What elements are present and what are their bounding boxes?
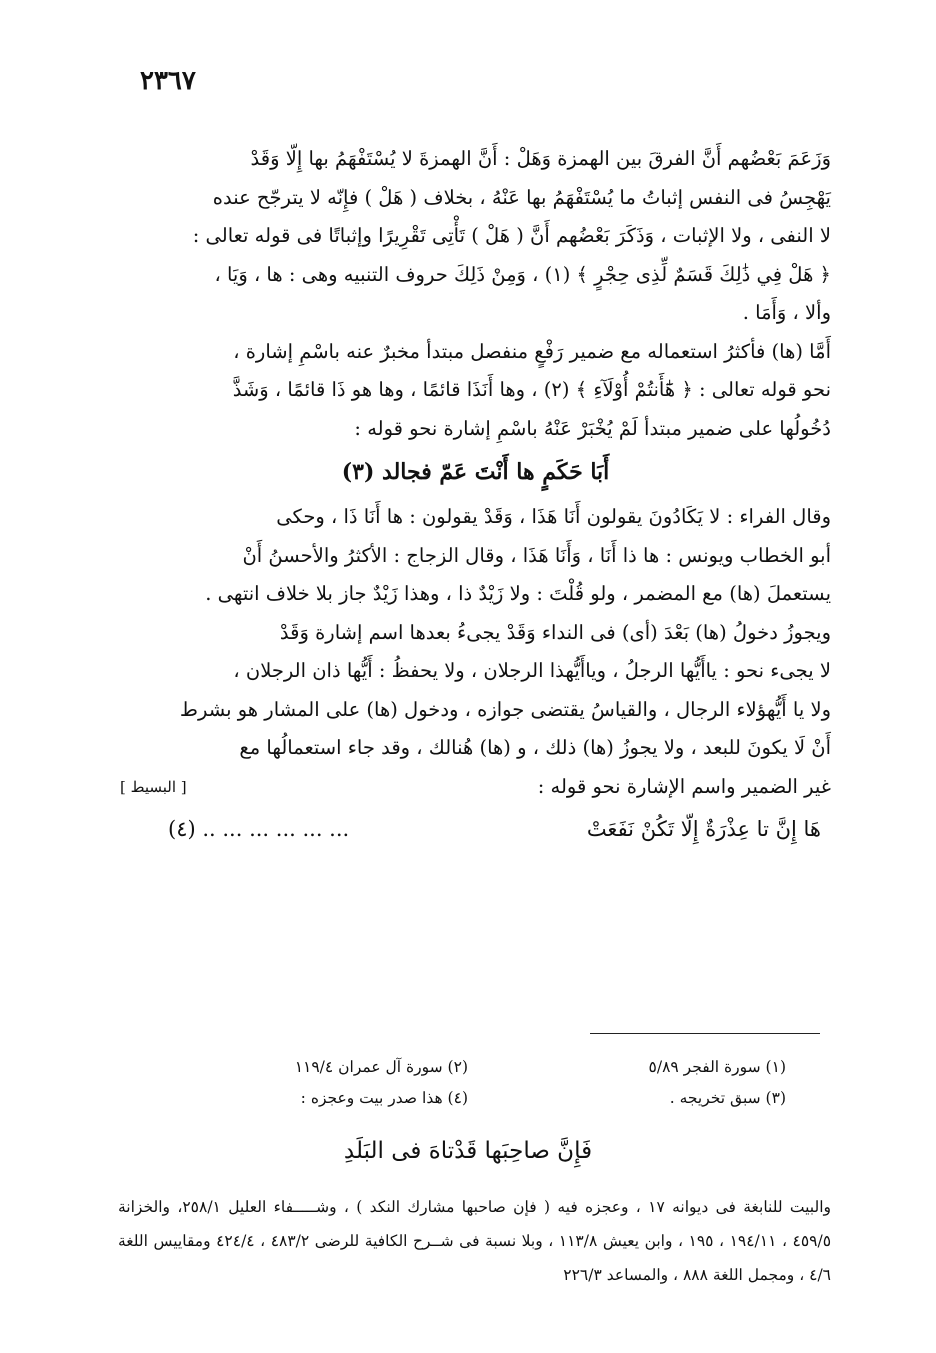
page-number: ٢٣٦٧ (140, 66, 196, 96)
text-line: يَهْجِسُ فى النفس إثباتُ ما يُسْتَفْهَمُ بها عَنْهُ ، بخلاف ( هَلْ ) فإِنّه لا يترجّح عنده (212, 185, 831, 209)
text-line: أَمَّا (ها) فأكثرُ استعماله مع ضمير رَفْعٍ منفصل مبتدأ مخبرٌ عنه باسْمِ إشارة ، (233, 339, 831, 363)
poem-hemistich-first: هَا إِنَّ تا عِذْرَةٌ إِلّا تَكُنْ نَفَعَتْ (586, 817, 821, 841)
footnote-4: (٤) هذا صدر بيت وعجزه : (300, 1089, 468, 1107)
text-line: وَزَعَمَ بَعْضُهم أَنَّ الفرقَ بين الهمزة وَهَلْ : أَنَّ الهمزةَ لا يُسْتَفْهَمُ بها إِلّا وَقَدْ (250, 147, 831, 170)
text-line: دُخُولُها على ضمير مبتدأ لَمْ يُخْبَرْ عَنْهُ باسْمِ إشارة نحو قوله : (354, 416, 831, 440)
footnote-3: (٣) سبق تخريجه . (669, 1089, 786, 1107)
verse-quote: أَبَا حَكَمٍ ها أَنْتَ عَمّ فجالد (٣) (341, 459, 610, 485)
poem-line (120, 806, 831, 852)
text-line: ﴿ هَلْ فِي ذَٰلِكَ قَسَمٌ لِّذِى حِجْرٍ ﴾ (١) ، وَمِنْ ذَلِكَ حروف التنبيه وهى : ها ، وَيَا ، (214, 262, 831, 286)
text-line: لا النفى ، ولا الإثبات ، وَذَكَرَ بَعْضُهم أَنَّ ( هَلْ ) تَأْتِى تَقْرِيرًا وإثباتًا فى قوله تعالى : (192, 224, 831, 247)
footnote-verse: فَإِنَّ صاحِبَها قَدْتاهَ فى البَلَدِ (343, 1138, 593, 1164)
text-line: غير الضمير واسم الإشارة نحو قوله : (537, 774, 831, 798)
text-line: وقال الفراء : لا يَكَادُونَ يقولون أَنَا هَذَا ، وَقَدْ يقولون : ها أَنَا ذَا ، وحكى (276, 505, 831, 528)
text-line: يستعملَ (ها) مع المضمر ، ولو قُلْتَ : ولا زَيْدٌ ذا ، وهذا زَيْدٌ جاز بلا خلاف انتهى . (205, 582, 831, 605)
main-text (120, 140, 831, 852)
footnote-1: (١) سورة الفجر ٥/٨٩ (648, 1058, 786, 1076)
footnote-divider (590, 1033, 820, 1034)
footnote-2: (٢) سورة آل عمران ١١٩/٤ (294, 1058, 468, 1076)
text-line: نحو قوله تعالى : ﴿ هَٰٓأَنتُمْ أُوْلَآءِ ﴾ (٢) ، وها أَنَذَا قائمًا ، وها هو ذَا قائمًا ، وَشَذَّ (232, 378, 831, 401)
text-line: أبو الخطاب ويونس : ها ذا أَنَا ، وَأَنَا هَذَا ، وقال الزجاج : الأكثرُ والأحسنُ أَنْ (242, 543, 831, 567)
footnotes (150, 1052, 786, 1114)
poem-hemistich-second: ... ... ... ... ... .. (٤) (168, 817, 350, 841)
text-line: وألا ، وَأَمَا . (742, 301, 831, 324)
meter-label: [ البسيط ] (120, 777, 187, 796)
text-line: ولا يا أَيُّهؤلاء الرجال ، والقياسُ يقتضى جوازه ، ودخول (ها) على المشار هو بشرط (179, 697, 831, 721)
text-line: ويجوزُ دخولُ (ها) بَعْدَ (أى) فى النداء وَقَدْ يجىءُ بعدها اسم إشارة وَقَدْ (279, 620, 831, 644)
footnote-paragraph: والبيت للنابغة فى ديوانه ١٧ ، وعجزه فيه ( فإن صاحبها مشارك النكد ) ، وشـــــفاء العليل ٢٥٨/١، والخزانة ٤٥٩/٥ ، ١٩٤/١١ ، ١٩٥ ، وابن يعيش ١١٣/٨ ، وبلا نسبة فى شــرح الكافية للرضى ٤٨٣/٢ ، ٤٢٤/٤ ومقاييس اللغة ٤/٦ ، ومجمل اللغة ٨٨٨ ، والمساعد ٢٢٦/٣ (118, 1198, 832, 1284)
footnote-row (150, 1052, 786, 1083)
text-line: أَنْ لَا يكونَ للبعد ، ولا يجوزُ (ها) ذلك ، و (ها) هُنالك ، وقد جاء استعمالُها مع (239, 736, 831, 759)
text-line-with-meter (120, 768, 831, 807)
footnote-row (150, 1083, 786, 1114)
text-line: لا يجىء نحو : ياأَيُّها الرجلُ ، وياأَيُّهذا الرجلان ، ولا يحفظُ : أَيُّها ذان الرجلان ، (233, 659, 831, 682)
